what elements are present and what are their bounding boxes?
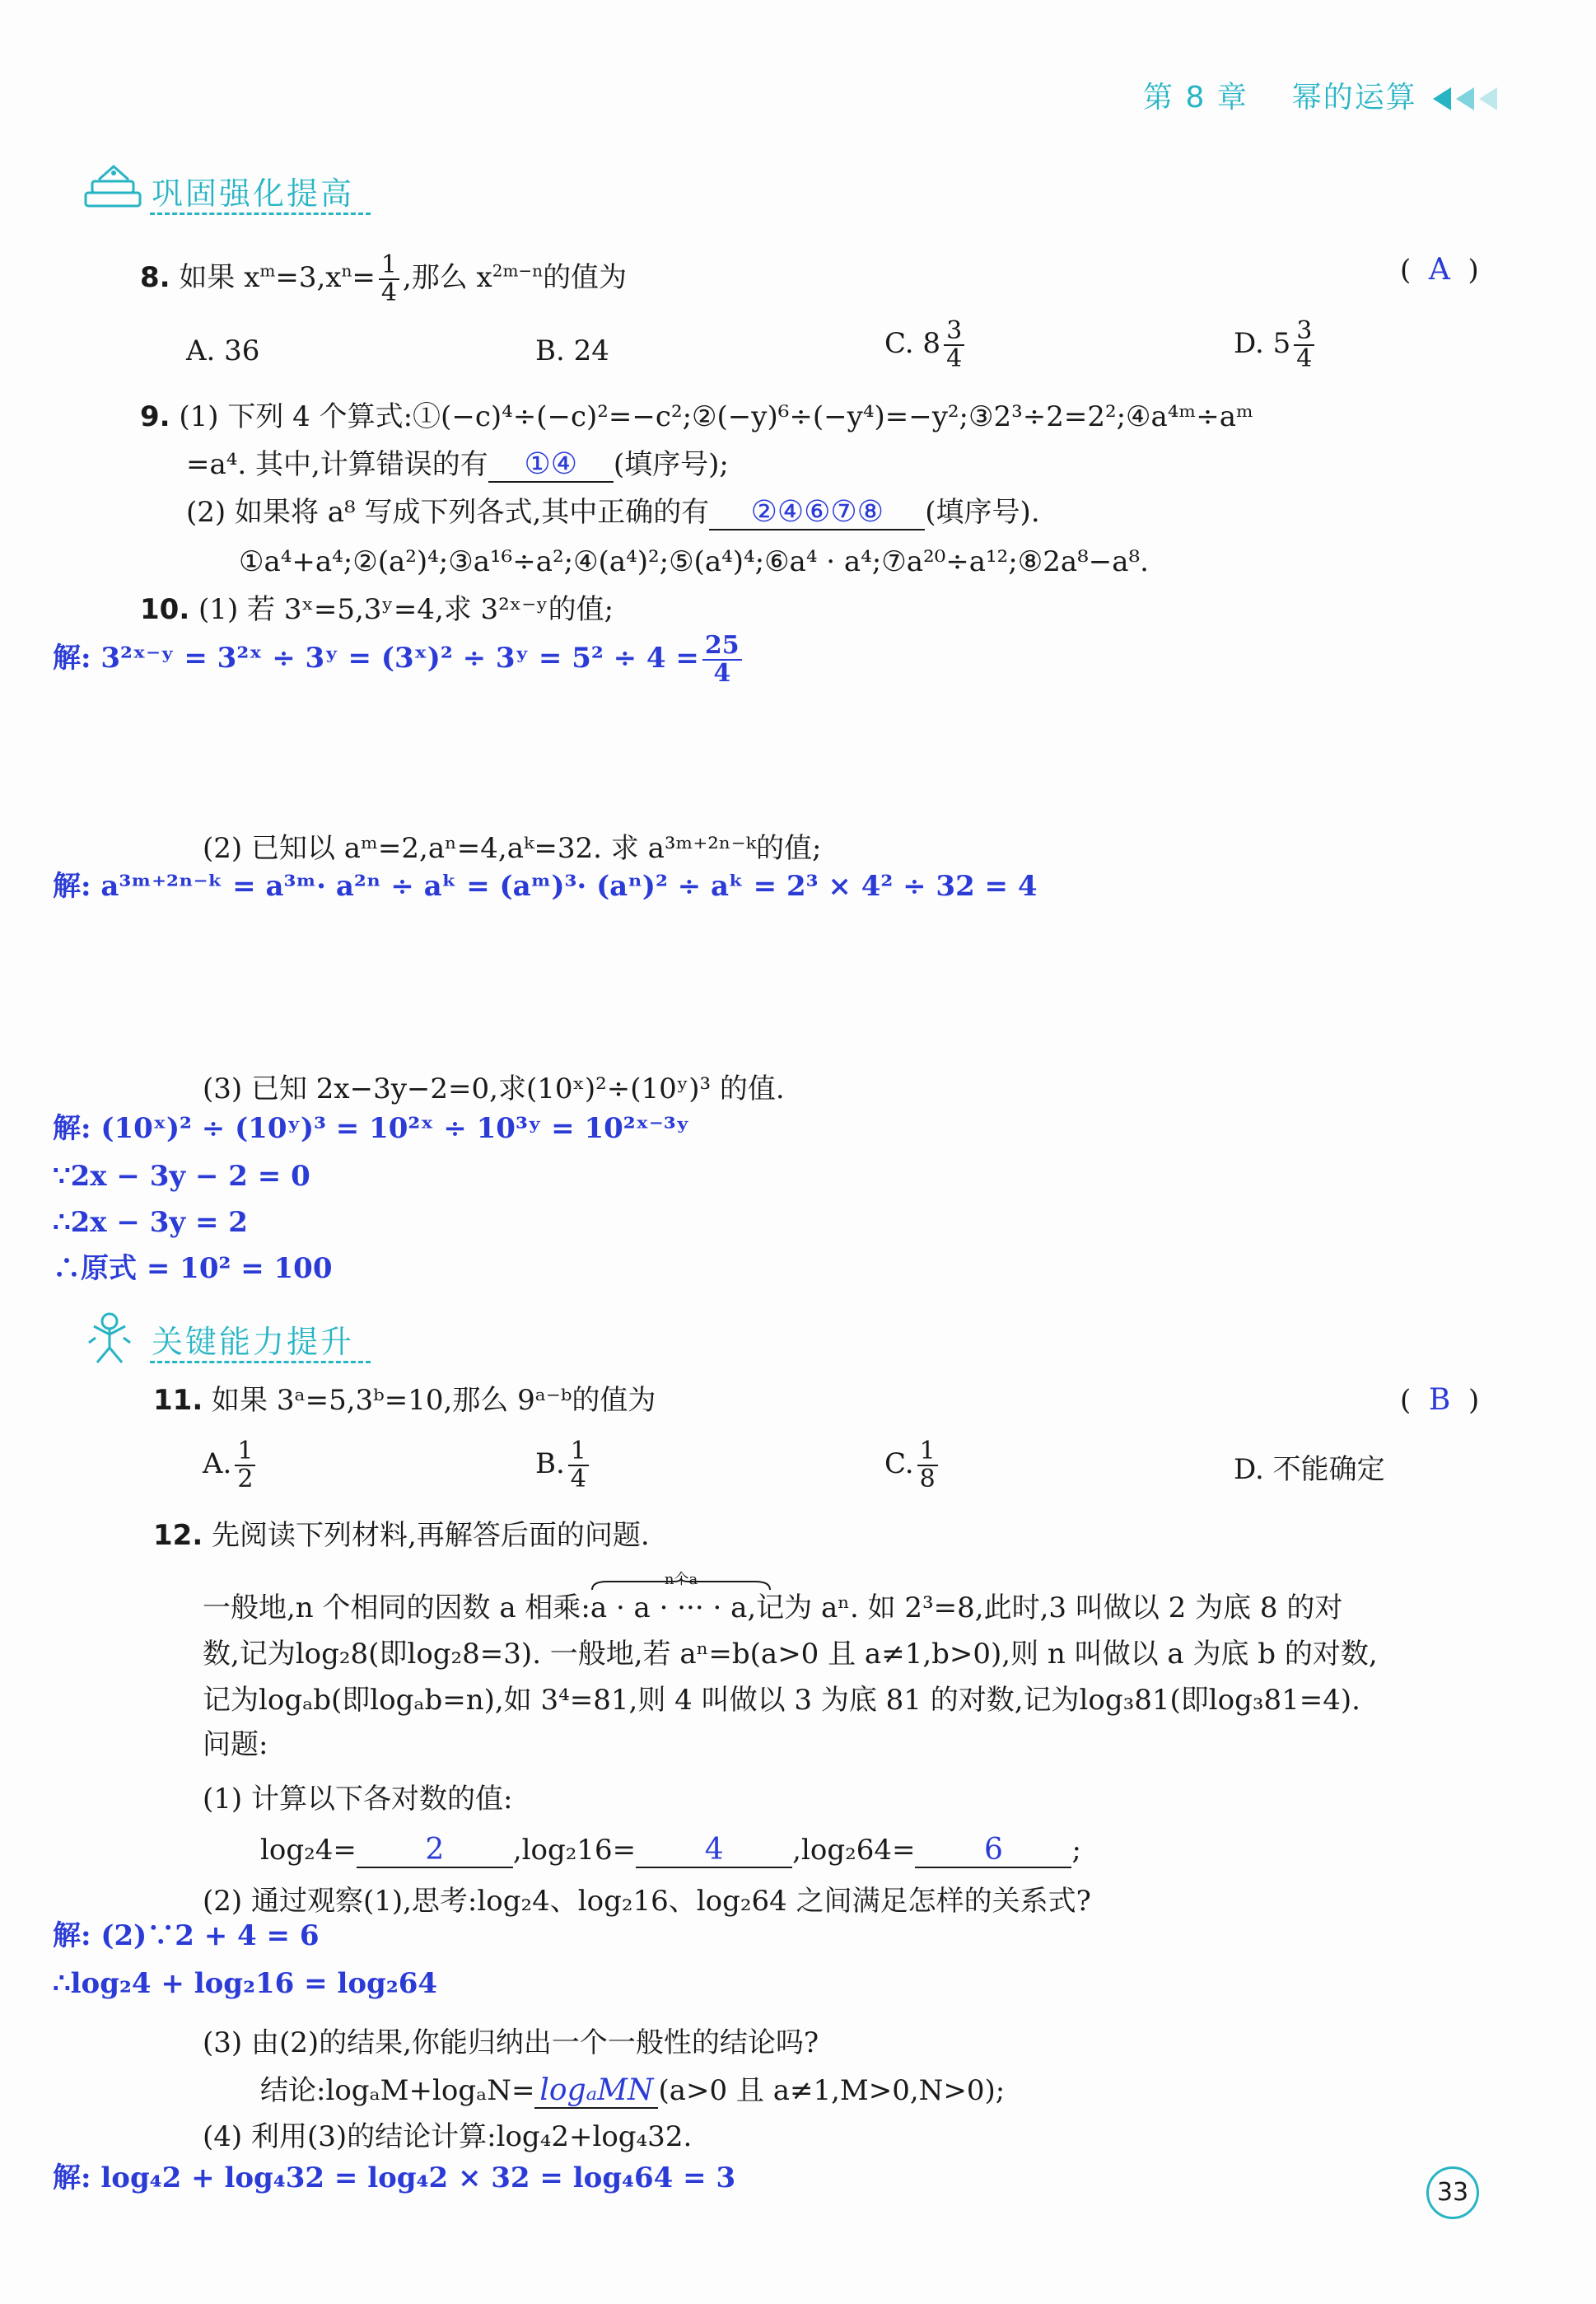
section-title-key-ability: 关键能力提升	[152, 1324, 355, 1360]
books-icon	[81, 161, 147, 213]
question-10-part1: 10. (1) 若 3ˣ=5,3ʸ=4,求 3²ˣ⁻ʸ的值;	[140, 593, 614, 626]
q8-answer: A	[1428, 253, 1450, 287]
q12-p1-answer-2: 4	[636, 1834, 792, 1868]
question-9-part1-line2: =a⁴. 其中,计算错误的有 ①④ (填序号);	[186, 447, 729, 481]
fraction-one-quarter: $\frac{1}{4}$	[379, 252, 399, 306]
q9-p2-answer: ②④⑥⑦⑧	[709, 496, 925, 530]
q8-option-b: B. 24	[535, 334, 609, 367]
q11-answer: B	[1428, 1383, 1451, 1417]
overbrace-product: n个a a · a · ··· · a	[590, 1590, 748, 1626]
q12-part1-blanks: log₂4= 2 ,log₂16= 4 ,log₂64= 6 ;	[260, 1833, 1081, 1867]
q12-material-line2: 数,记为log₂8(即log₂8=3). 一般地,若 aⁿ=b(a>0 且 a≠1,b>0),则 n 叫做以 a 为底 b 的对数,	[203, 1638, 1378, 1671]
chapter-header	[1143, 74, 1497, 116]
q11-answer-bracket: ( B )	[1400, 1383, 1480, 1417]
q11-option-d: D. 不能确定	[1234, 1453, 1385, 1486]
q10-solution-3-line4: ∴原式 = 10² = 100	[53, 1252, 333, 1285]
q12-p3-answer: logₐMN	[534, 2074, 658, 2109]
chapter-title: 幂的运算	[1291, 81, 1417, 114]
q12-question-label: 问题:	[203, 1728, 268, 1761]
q10-solution-1: 解: 3²ˣ⁻ʸ = 3²ˣ ÷ 3ʸ = (3ˣ)² ÷ 3ʸ = 5² ÷ 4 = $\frac{25}{4}$	[53, 633, 745, 687]
triangle-marker-icon	[1456, 87, 1474, 110]
q10-solution-3-line3: ∴2x − 3y = 2	[53, 1206, 248, 1239]
q12-part3: (3) 由(2)的结果,你能归纳出一个一般性的结论吗?	[203, 2026, 819, 2059]
q12-part3-conclusion: 结论:logₐM+logₐN= logₐMN (a>0 且 a≠1,M>0,N>0);	[260, 2073, 1006, 2107]
page-number: 33	[1426, 2166, 1479, 2219]
q11-option-a: A. $\frac{1}{2}$	[203, 1438, 259, 1493]
question-9-part2-line1: (2) 如果将 a⁸ 写成下列各式,其中正确的有 ②④⑥⑦⑧ (填序号).	[186, 495, 1040, 529]
q8-answer-bracket: ( A )	[1400, 253, 1479, 287]
chapter-label: 第 8 章	[1143, 81, 1248, 114]
section-title-consolidate: 巩固强化提高	[152, 175, 355, 212]
q11-option-c: C. $\frac{1}{8}$	[884, 1438, 941, 1493]
question-9-part2-line2: ①a⁴+a⁴;②(a²)⁴;③a¹⁶÷a²;④(a⁴)²;⑤(a⁴)⁴;⑥a⁴ · a⁴;⑦a²⁰÷a¹²;⑧2a⁸−a⁸.	[239, 545, 1149, 578]
question-9-part1-line1: 9. (1) 下列 4 个算式:①(−c)⁴÷(−c)²=−c²;②(−y)⁶÷(−y⁴)=−y²;③2³÷2=2²;④a⁴ᵐ÷aᵐ	[140, 400, 1253, 433]
q10-solution-3-line1: 解: (10ˣ)² ÷ (10ʸ)³ = 10²ˣ ÷ 10³ʸ = 10²ˣ⁻³ʸ	[53, 1112, 690, 1145]
question-11: 11. 如果 3ᵃ=5,3ᵇ=10,那么 9ᵃ⁻ᵇ的值为	[153, 1384, 656, 1417]
q11-option-b: B. $\frac{1}{4}$	[535, 1438, 592, 1493]
q12-part4: (4) 利用(3)的结论计算:log₄2+log₄32.	[203, 2120, 693, 2153]
question-10-part2: (2) 已知以 aᵐ=2,aⁿ=4,aᵏ=32. 求 a³ᵐ⁺²ⁿ⁻ᵏ的值;	[203, 832, 822, 865]
q12-p1-answer-1: 2	[357, 1834, 513, 1868]
q12-solution-4: 解: log₄2 + log₄32 = log₄2 × 32 = log₄64 = 3	[53, 2161, 736, 2194]
section-divider	[150, 213, 371, 215]
question-8: 8. 如果 $x^m=3,x^n=$ $\frac{1}{4}$ ,那么 $x^{2m-n}$的值为	[140, 250, 628, 307]
q12-material-line1: 一般地,n 个相同的因数 a 相乘: n个a a · a · ··· · a,记为 aⁿ. 如 2³=8,此时,3 叫做以 2 为底 8 的对	[203, 1571, 1343, 1624]
q8-option-c: C. 8 $\frac{3}{4}$	[884, 318, 968, 372]
q9-p1-answer: ①④	[488, 448, 614, 483]
section-divider	[150, 1361, 371, 1363]
q8-option-d: D. 5 $\frac{3}{4}$	[1234, 318, 1318, 372]
figure-icon	[81, 1310, 138, 1367]
question-10-part3: (3) 已知 2x−3y−2=0,求(10ˣ)²÷(10ʸ)³ 的值.	[203, 1073, 785, 1105]
q12-solution-2-line2: ∴log₂4 + log₂16 = log₂64	[53, 1967, 438, 2000]
q12-part2: (2) 通过观察(1),思考:log₂4、log₂16、log₂64 之间满足怎样的关系式?	[203, 1885, 1091, 1918]
triangle-marker-icon	[1433, 87, 1451, 110]
triangle-marker-icon	[1479, 87, 1497, 110]
q8-option-a: A. 36	[186, 334, 260, 367]
q10-solution-3-line2: ∵2x − 3y − 2 = 0	[53, 1160, 310, 1193]
q12-solution-2-line1: 解: (2)∵2 + 4 = 6	[53, 1919, 320, 1952]
question-12: 12. 先阅读下列材料,再解答后面的问题.	[153, 1519, 650, 1552]
q12-p1-answer-3: 6	[915, 1834, 1071, 1868]
q12-part1: (1) 计算以下各对数的值:	[203, 1783, 513, 1816]
q12-material-line3: 记为logₐb(即logₐb=n),如 3⁴=81,则 4 叫做以 3 为底 81 的对数,记为log₃81(即log₃81=4).	[203, 1684, 1360, 1717]
q10-solution-2: 解: a³ᵐ⁺²ⁿ⁻ᵏ = a³ᵐ· a²ⁿ ÷ aᵏ = (aᵐ)³· (aⁿ)² ÷ aᵏ = 2³ × 4² ÷ 32 = 4	[53, 870, 1038, 903]
